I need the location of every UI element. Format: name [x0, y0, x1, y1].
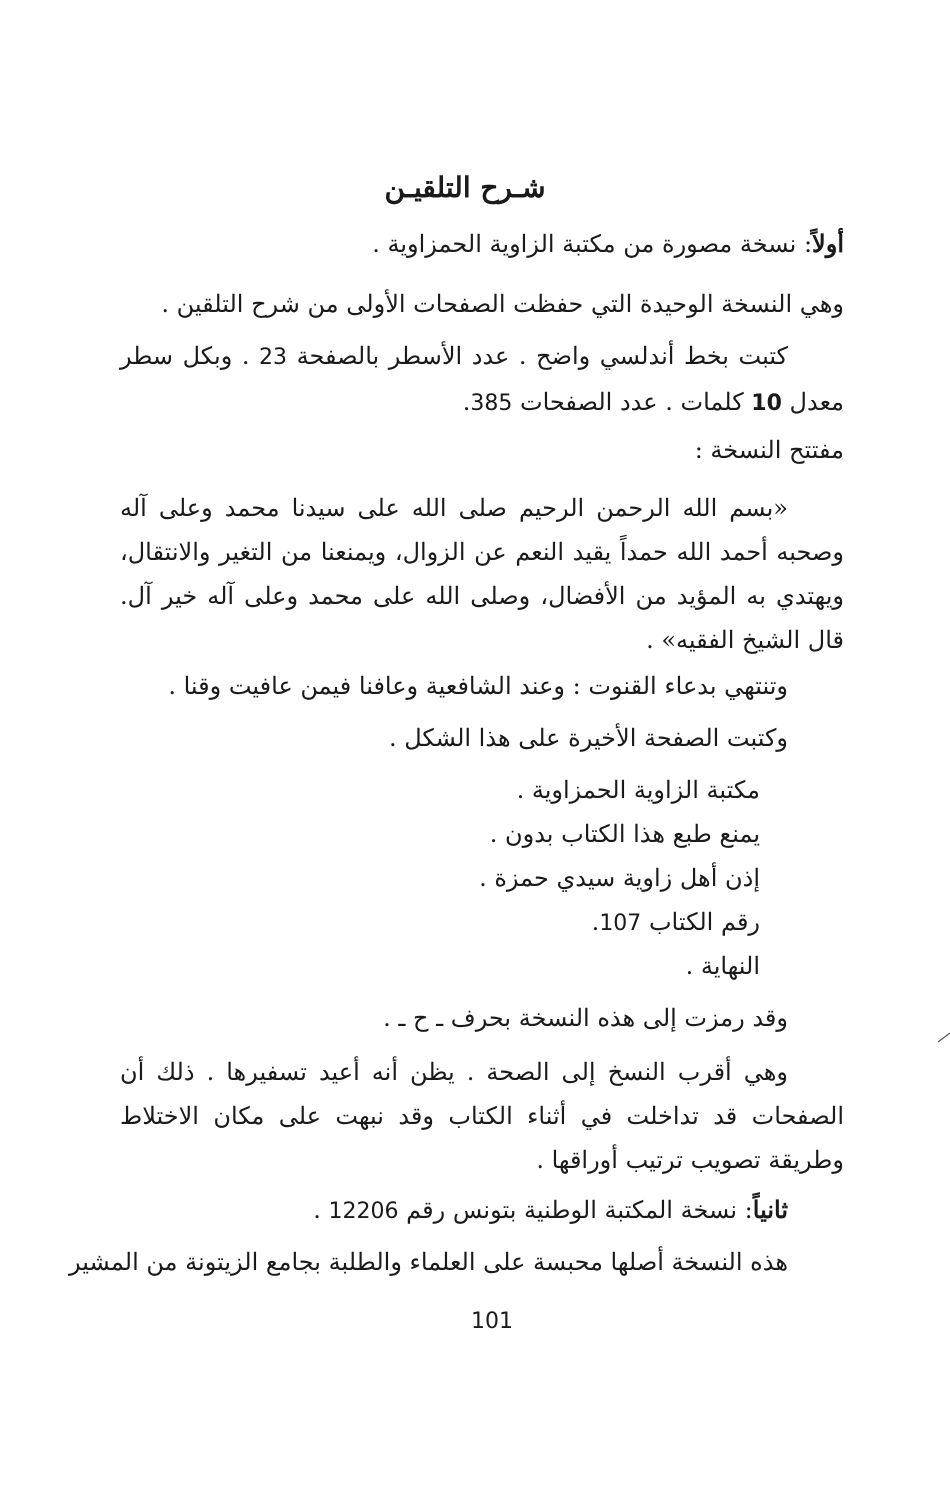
last-page-line-3: إذن أهل زاوية سيدي حمزة . — [479, 864, 760, 892]
last-page-line: وكتبت الصفحة الأخيرة على هذا الشكل . — [388, 724, 788, 752]
opening-label: مفتتح النسخة : — [694, 436, 844, 464]
last-page-line-5: النهاية . — [685, 952, 760, 980]
book-number-end: . — [591, 908, 600, 936]
book-number-label: رقم الكتاب — [648, 908, 760, 936]
page-title: شـرح التلقيـن — [384, 171, 546, 204]
margin-mark — [936, 1032, 950, 1044]
book-number-value: 107 — [599, 911, 642, 936]
second-copy-end: . — [313, 1196, 321, 1224]
first-copy-label: أولاً — [812, 229, 844, 258]
script-mid-text: . وبكل سطر معدل — [120, 342, 844, 416]
symbol-line: وقد رمزت إلى هذه النسخة بحرف ـ ح ـ . — [383, 1004, 788, 1032]
first-copy-line — [372, 222, 844, 266]
accuracy-paragraph: وهي أقرب النسخ إلى الصحة . يظن أنه أعيد تسفيرها . ذلك أن الصفحات قد تداخلت في أثناء الكتاب وقد نبهت على مكان الاختلاط وطريقة تصويب ترتيب أوراقها . — [120, 1058, 844, 1174]
words-per-line-value: 10 — [751, 391, 782, 416]
page-count-label: كلمات . عدد الصفحات — [520, 388, 744, 416]
opening-text: «بسم الله الرحمن الرحيم صلى الله على سيدنا محمد وعلى آله وصحبه أحمد الله حمداً يقيد النعم عن الزوال، ويمنعنا من التغير والانتقال، ويهتدي به المؤيد من الأفضال، وصلى الله على محمد وعلى آله خير آل. قال الشيخ الفقيه» . — [120, 494, 844, 654]
script-paragraph-end: . — [462, 388, 471, 416]
script-description: كتبت بخط أندلسي واضح . عدد الأسطر بالصفحة — [296, 342, 788, 370]
last-page-line-2: يمنع طبع هذا الكتاب بدون . — [489, 820, 760, 848]
second-copy-label: ثانياً — [752, 1195, 788, 1224]
book-number-line — [592, 900, 760, 946]
last-text-line: هذه النسخة أصلها محبسة على العلماء والطلبة بجامع الزيتونة من المشير — [69, 1248, 788, 1276]
first-copy-text: : نسخة مصورة من مكتبة الزاوية الحمزاوية . — [372, 230, 813, 258]
ending-line: وتنتهي بدعاء القنوت : وعند الشافعية وعافنا فيمن عافيت وقنا . — [168, 672, 788, 700]
page-count-value: 385 — [470, 391, 513, 416]
page-number: 101 — [471, 1309, 513, 1334]
second-copy-number: 12206 — [328, 1199, 399, 1224]
unique-copy-line: وهي النسخة الوحيدة التي حفظت الصفحات الأولى من شرح التلقين . — [161, 290, 844, 318]
lines-per-page-value: 23 — [259, 345, 288, 370]
second-copy-text: : نسخة المكتبة الوطنية بتونس رقم — [406, 1196, 753, 1224]
script-paragraph — [120, 334, 844, 426]
second-copy-line — [313, 1188, 788, 1234]
last-page-line-1: مكتبة الزاوية الحمزاوية . — [516, 776, 760, 804]
